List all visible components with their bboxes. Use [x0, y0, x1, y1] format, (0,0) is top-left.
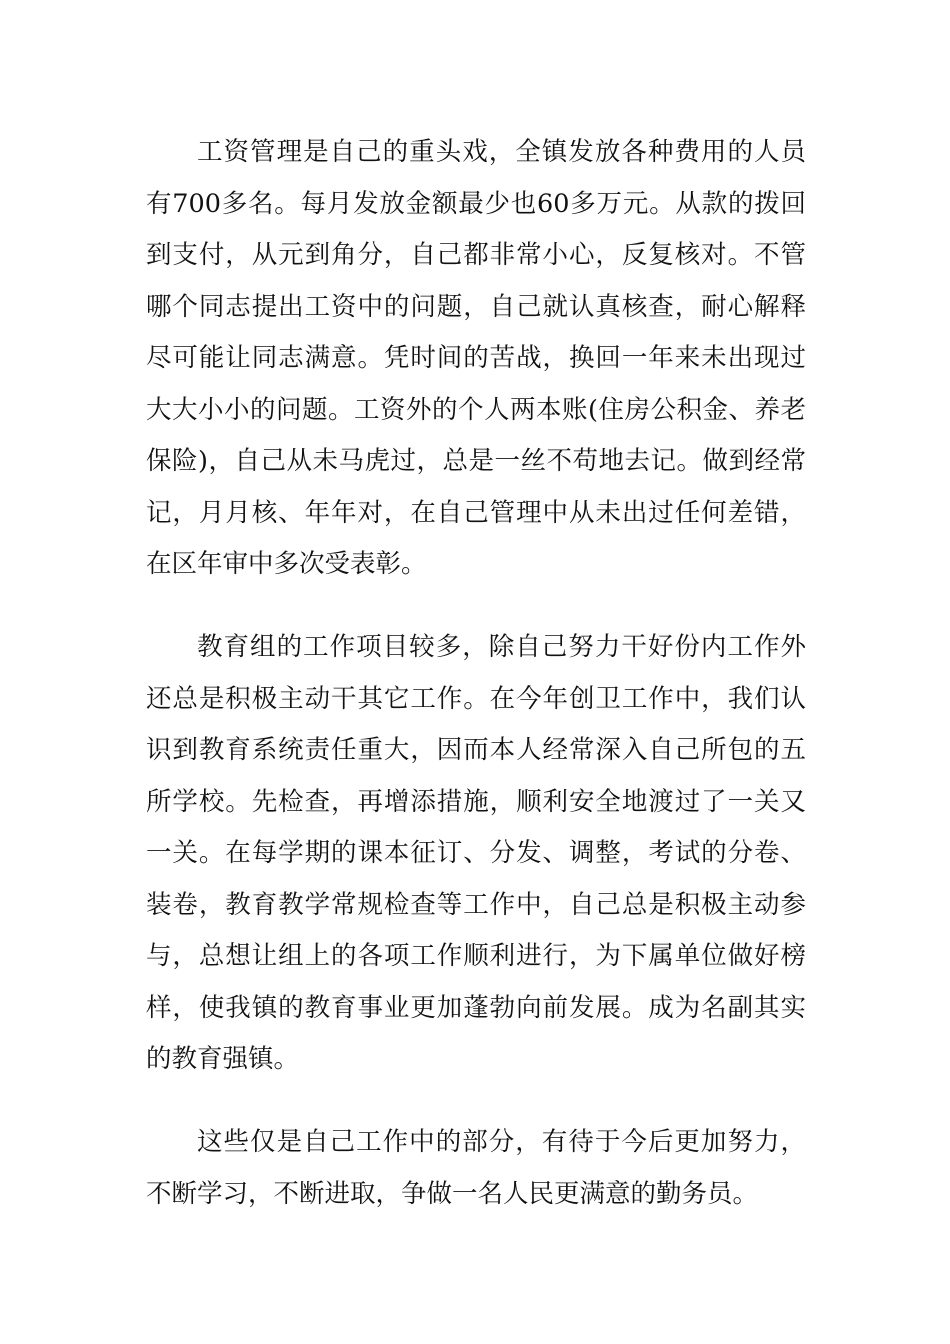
paragraph-closing-statement: 这些仅是自己工作中的部分，有待于今后更加努力，不断学习，不断进取，争做一名人民更满意的勤务员。: [146, 1127, 806, 1209]
paragraph-education-group-work: 教育组的工作项目较多，除自己努力干好份内工作外还总是积极主动干其它工作。在今年创卫工作中，我们认识到教育系统责任重大，因而本人经常深入自己所包的五所学校。先检查，再增添措施，顺利安全地渡过了一关又一关。在每学期的课本征订、分发、调整，考试的分卷、装卷，教育教学常规检查等工作中，自己总是积极主动参与，总想让组上的各项工作顺利进行，为下属单位做好榜样，使我镇的教育事业更加蓬勃向前发展。成为名副其实的教育强镇。: [146, 632, 806, 1074]
paragraph-salary-management: 工资管理是自己的重头戏，全镇发放各种费用的人员有700多名。每月发放金额最少也60多万元。从款的拨回到支付，从元到角分，自己都非常小心，反复核对。不管哪个同志提出工资中的问题，自己就认真核查，耐心解释尽可能让同志满意。凭时间的苦战，换回一年来未出现过大大小小的问题。工资外的个人两本账(住房公积金、养老保险)，自己从未马虎过，总是一丝不苟地去记。做到经常记，月月核、年年对，在自己管理中从未出过任何差错，在区年审中多次受表彰。: [146, 137, 806, 579]
